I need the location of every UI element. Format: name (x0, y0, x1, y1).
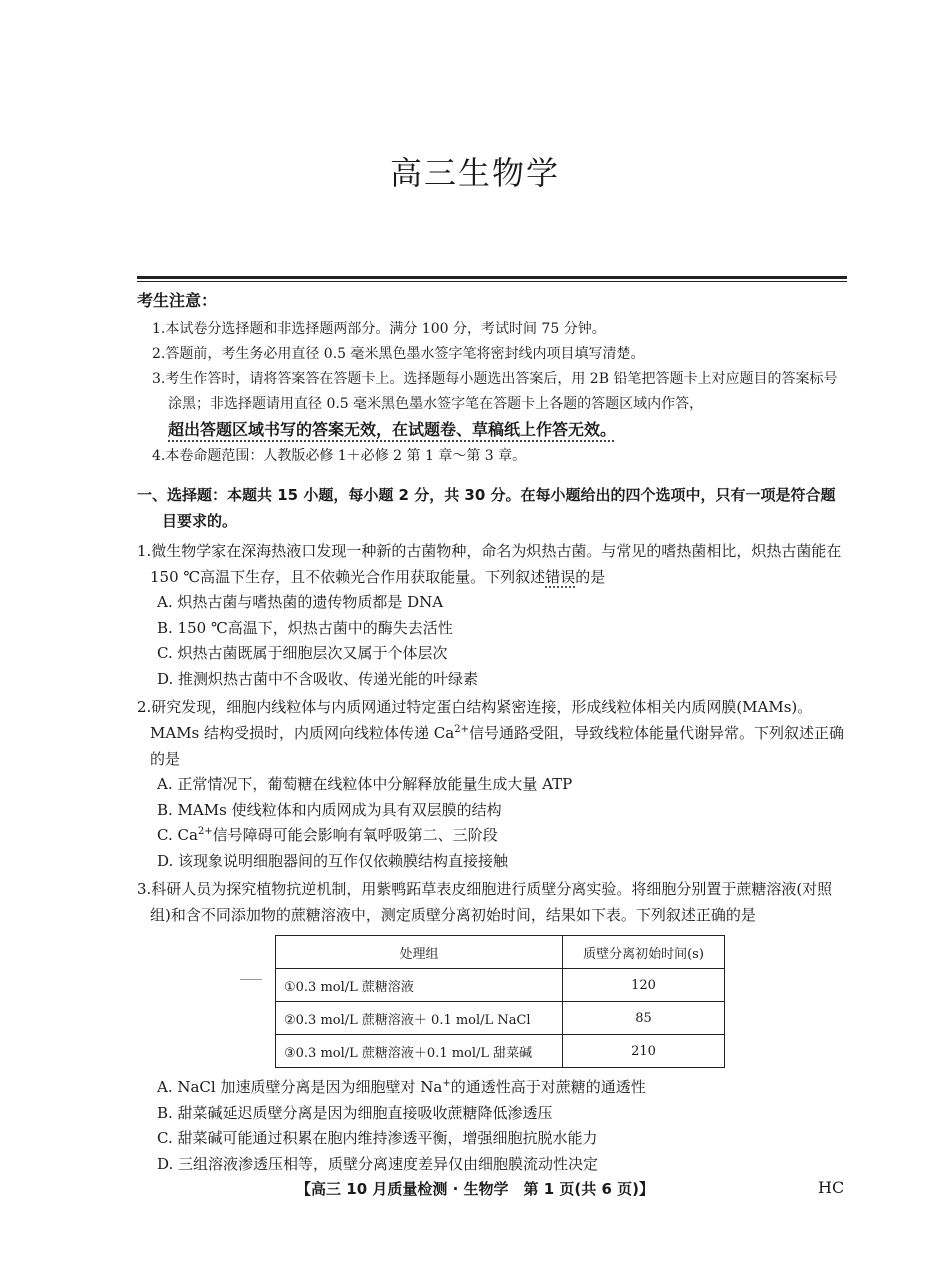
question-2-option-d: D. 该现象说明细胞器间的互作仅依赖膜结构直接接触 (157, 851, 509, 870)
question-1-stem-text: 1.微生物学家在深海热液口发现一种新的古菌物种，命名为炽热古菌。与常见的嗜热菌相比，炽热古菌能在 150 ℃高温下生存，且不依赖光合作用获取能量。下列叙述 (137, 542, 842, 586)
question-3-option-a-text: 的通透性高于对蔗糖的通透性 (450, 1078, 646, 1096)
table-cell-time: 85 (563, 1002, 725, 1035)
table-row (276, 969, 725, 1002)
notice-item-4: 4.本卷命题范围：人教版必修 1＋必修 2 第 1 章～第 3 章。 (152, 448, 527, 464)
question-1-option-a: A. 炽热古菌与嗜热菌的遗传物质都是 DNA (157, 593, 444, 611)
notice-item-1: 1.本试卷分选择题和非选择题两部分。满分 100 分，考试时间 75 分钟。 (152, 321, 606, 337)
question-2-stem-text: 2.研究发现，细胞内线粒体与内质网通过特定蛋白结构紧密连接，形成线粒体相关内质网膜(MAMs)。MAMs 结构受损时，内质网向线粒体传递 Ca (137, 698, 813, 742)
table-row (276, 1002, 725, 1035)
question-1-option-b: B. 150 ℃高温下，炽热古菌中的酶失去活性 (157, 618, 453, 637)
header-rule-thin (137, 281, 847, 282)
question-2-superscript: 2+ (454, 724, 469, 735)
table-cell-time: 120 (563, 969, 725, 1002)
question-3-option-a (137, 1075, 849, 1101)
table-cell-group: ③0.3 mol/L 蔗糖溶液＋0.1 mol/L 甜菜碱 (276, 1035, 563, 1068)
question-3-option-d: D. 三组溶液渗透压相等，质壁分离速度差异仅由细胞膜流动性决定 (157, 1154, 599, 1173)
table-header-row (276, 936, 725, 969)
table-cell-group: ②0.3 mol/L 蔗糖溶液＋ 0.1 mol/L NaCl (276, 1002, 563, 1035)
question-2-option-c-text: 信号障碍可能会影响有氧呼吸第二、三阶段 (212, 826, 498, 844)
question-2-option-b: B. MAMs 使线粒体和内质网成为具有双层膜的结构 (157, 800, 502, 819)
table-cell-group: ①0.3 mol/L 蔗糖溶液 (276, 969, 563, 1002)
page-title: 高三生物学 (389, 154, 560, 192)
question-3-option-a-prefix: A. NaCl 加速质壁分离是因为细胞壁对 Na (157, 1078, 443, 1096)
question-3-option-a-superscript: + (442, 1078, 451, 1089)
notice-item-2: 2.答题前，考生务必用直径 0.5 毫米黑色墨水签字笔将密封线内项目填写清楚。 (152, 346, 645, 362)
question-1-option-d: D. 推测炽热古菌中不含吸收、传递光能的叶绿素 (157, 669, 479, 688)
footer-code: HC (818, 1178, 845, 1197)
question-2-stem (137, 694, 849, 772)
results-table (275, 935, 725, 1068)
table-cell-time: 210 (563, 1035, 725, 1068)
table-header-time: 质壁分离初始时间(s) (563, 936, 725, 969)
question-2-option-c-superscript: 2+ (197, 826, 213, 837)
stray-mark (240, 979, 262, 980)
question-2-option-c-prefix: C. Ca (157, 826, 198, 844)
notice-heading: 考生注意： (137, 291, 218, 310)
table-header-group: 处理组 (276, 936, 563, 969)
question-1-stem (137, 538, 849, 590)
question-2-stem-end: 信号通路受阻，导致线粒体能量代谢异常。下列叙述正确的是 (150, 724, 844, 768)
notice-item-3-text: 3.考生作答时，请将答案答在答题卡上。选择题每小题选出答案后，用 2B 铅笔把答题卡上对应题目的答案标号涂黑；非选择题请用直径 0.5 毫米黑色墨水签字笔在答题卡上各题的答题区域内作答， (152, 371, 838, 412)
header-rule-thick (137, 276, 847, 279)
question-3-stem: 3.科研人员为探究植物抗逆机制，用紫鸭跖草表皮细胞进行质壁分离实验。将细胞分别置于蔗糖溶液(对照组)和含不同添加物的蔗糖溶液中，测定质壁分离初始时间，结果如下表。下列叙述正确的是 (137, 880, 833, 924)
question-body (137, 482, 849, 1177)
question-3-option-c: C. 甜菜碱可能通过积累在胞内维持渗透平衡，增强细胞抗脱水能力 (157, 1129, 598, 1147)
question-2-option-a: A. 正常情况下，葡萄糖在线粒体中分解释放能量生成大量 ATP (157, 775, 573, 793)
question-3-option-b: B. 甜菜碱延迟质壁分离是因为细胞直接吸收蔗糖降低渗透压 (157, 1103, 553, 1122)
page-footer: 【高三 10 月质量检测 · 生物学 第 1 页(共 6 页)】 (296, 1180, 654, 1198)
question-1-stem-end: 的是 (575, 568, 606, 586)
question-1-option-c: C. 炽热古菌既属于细胞层次又属于个体层次 (157, 644, 448, 662)
question-1-emphasis: 错误 (545, 568, 576, 586)
section-heading: 一、选择题：本题共 15 小题，每小题 2 分，共 30 分。在每小题给出的四个选项中，只有一项是符合题目要求的。 (137, 486, 836, 530)
notice-box (137, 288, 849, 469)
notice-item-3-emphasis: 超出答题区域书写的答案无效，在试题卷、草稿纸上作答无效。 (168, 420, 617, 439)
question-2-option-c (137, 823, 849, 849)
notice-item-3 (137, 367, 849, 444)
table-row (276, 1035, 725, 1068)
